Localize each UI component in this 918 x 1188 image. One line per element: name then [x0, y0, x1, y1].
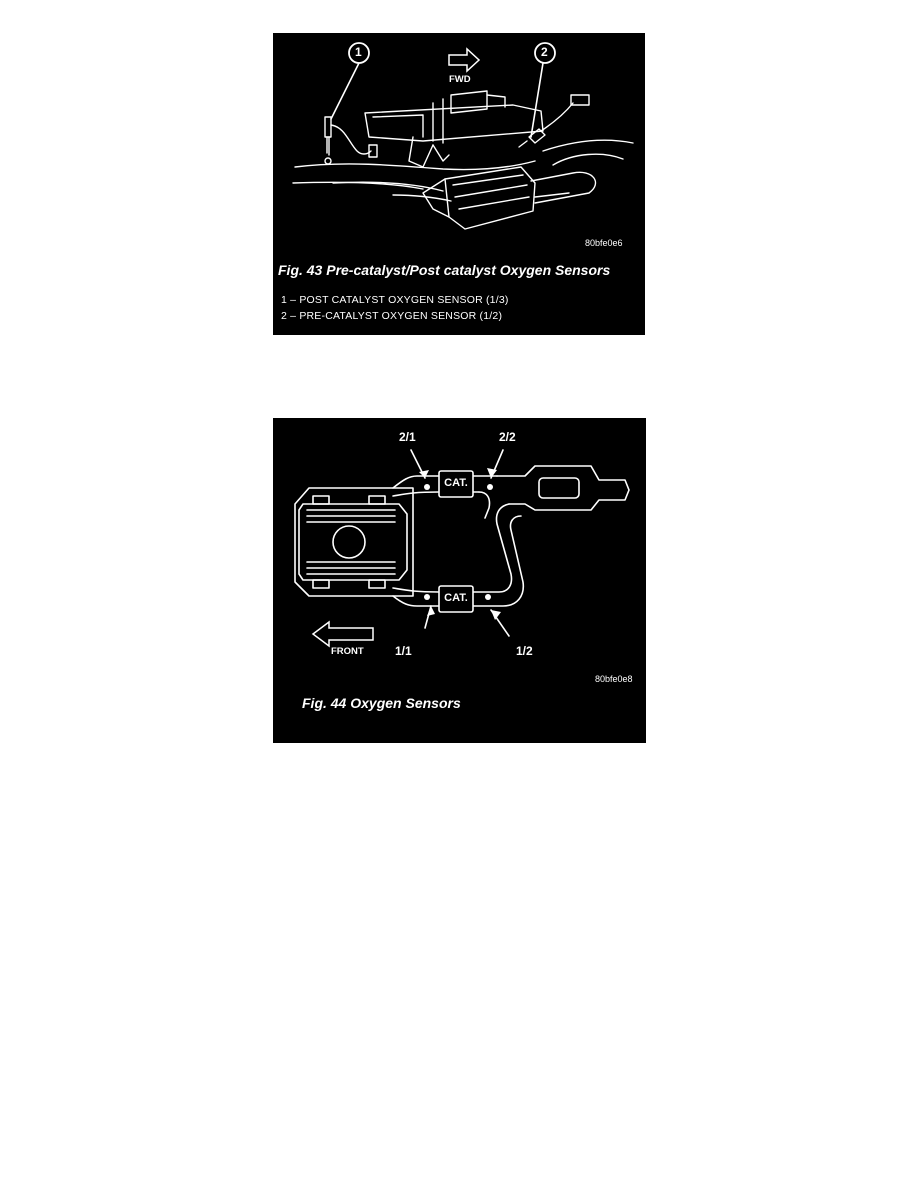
image-code: 80bfe0e6 — [585, 238, 623, 248]
sensor-label-2-1: 2/1 — [399, 430, 416, 444]
callout-2: 2 — [541, 45, 548, 59]
front-label: FRONT — [331, 646, 364, 657]
sensor-label-1-2: 1/2 — [516, 644, 533, 658]
figure-43 — [273, 33, 645, 335]
fwd-label: FWD — [449, 74, 471, 85]
legend-item-1: 1 – POST CATALYST OXYGEN SENSOR (1/3) — [281, 294, 509, 306]
catalytic-converter-upper: CAT. — [444, 477, 468, 489]
sensor-label-1-1: 1/1 — [395, 644, 412, 658]
figure-caption: Fig. 43 Pre-catalyst/Post catalyst Oxygen Sensors — [278, 262, 611, 278]
catalytic-converter-lower: CAT. — [444, 592, 468, 604]
image-code: 80bfe0e8 — [595, 674, 633, 684]
figure-caption: Fig. 44 Oxygen Sensors — [302, 695, 461, 711]
sensor-label-2-2: 2/2 — [499, 430, 516, 444]
figure-44 — [273, 418, 646, 743]
legend-item-2: 2 – PRE-CATALYST OXYGEN SENSOR (1/2) — [281, 310, 503, 322]
callout-1: 1 — [355, 45, 362, 59]
